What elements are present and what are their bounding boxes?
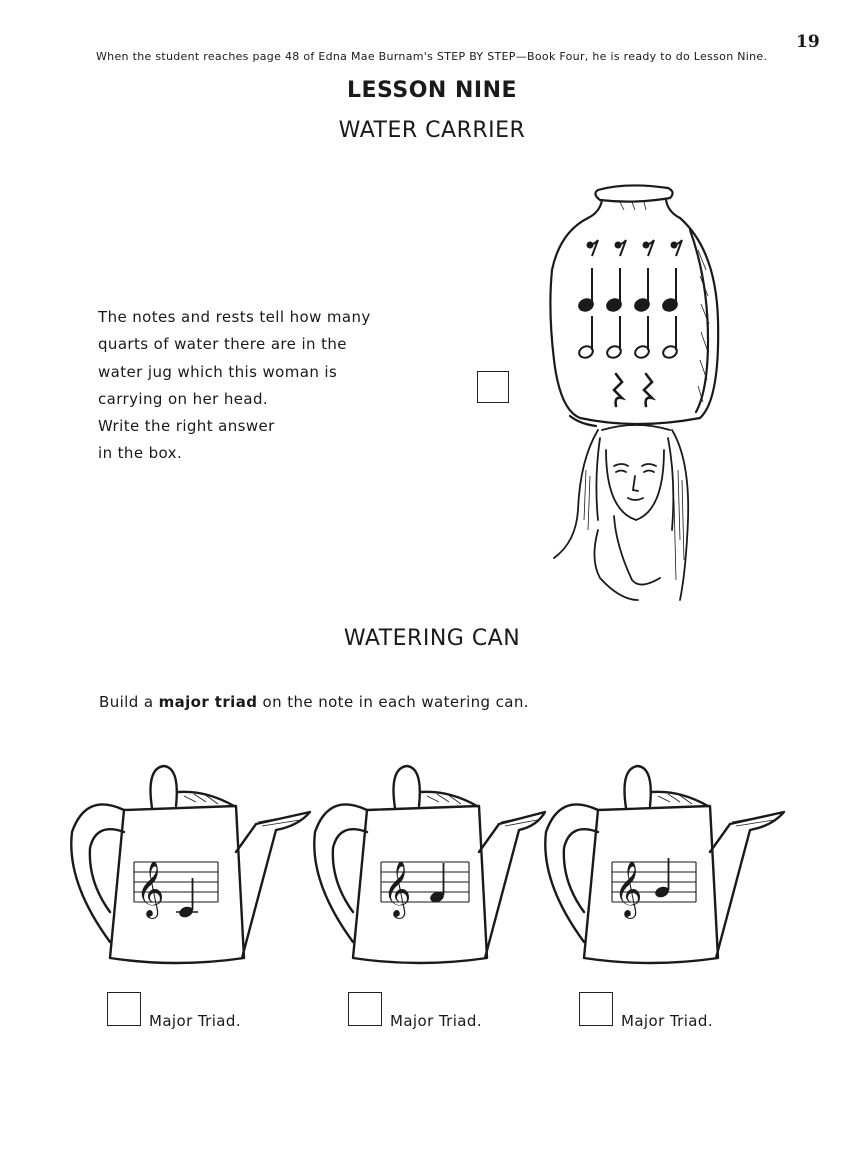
quarter-rest-icon bbox=[644, 374, 652, 406]
intro-text: When the student reaches page 48 of Edna Mae Burnam's STEP BY STEP—Book Four, he is ready to do Lesson Nine. bbox=[96, 50, 768, 63]
quarter-note-icon bbox=[634, 268, 651, 313]
half-note-icon bbox=[634, 316, 651, 360]
treble-clef-icon: 𝄞 bbox=[614, 861, 643, 917]
quarter-note-icon bbox=[578, 268, 595, 313]
section-title-water-carrier: WATER CARRIER bbox=[338, 118, 526, 143]
watering-can-instruction bbox=[99, 693, 529, 711]
watering-can-1 bbox=[66, 762, 312, 974]
treble-clef-icon: 𝄞 bbox=[383, 861, 412, 917]
instruction-post: on the note in each watering can. bbox=[257, 693, 529, 711]
treble-clef-icon: 𝄞 bbox=[136, 861, 165, 917]
eighth-rest-icon bbox=[671, 240, 683, 256]
eighth-rest-row bbox=[587, 240, 683, 256]
triad-answer-box-3[interactable] bbox=[579, 992, 613, 1026]
instruction-line: in the box. bbox=[98, 444, 183, 463]
lesson-title: LESSON NINE bbox=[346, 78, 518, 103]
half-note-icon bbox=[662, 316, 679, 360]
eighth-rest-icon bbox=[587, 240, 599, 256]
triad-answer-box-2[interactable] bbox=[348, 992, 382, 1026]
eighth-rest-icon bbox=[643, 240, 655, 256]
quarter-rest-icon bbox=[614, 374, 622, 406]
quarter-note-row bbox=[578, 268, 679, 313]
eighth-rest-icon bbox=[615, 240, 627, 256]
note-g-icon bbox=[654, 858, 671, 899]
instruction-line: Write the right answer bbox=[98, 417, 275, 436]
instruction-line: quarts of water there are in the bbox=[98, 335, 347, 354]
note-c-icon bbox=[176, 878, 198, 919]
section-title-watering-can: WATERING CAN bbox=[343, 626, 521, 651]
triad-label-2: Major Triad. bbox=[390, 1012, 482, 1030]
quarter-rest-row bbox=[614, 374, 652, 406]
woman-with-jug-illustration bbox=[540, 180, 740, 610]
triad-label-3: Major Triad. bbox=[621, 1012, 713, 1030]
watering-can-2 bbox=[309, 762, 555, 974]
water-carrier-instructions bbox=[98, 304, 398, 468]
note-f-icon bbox=[429, 863, 446, 904]
triad-label-1: Major Triad. bbox=[149, 1012, 241, 1030]
instruction-line: The notes and rests tell how many bbox=[98, 308, 371, 326]
triad-answer-box-1[interactable] bbox=[107, 992, 141, 1026]
half-note-icon bbox=[578, 316, 595, 360]
water-jug-answer-box[interactable] bbox=[477, 371, 509, 403]
instruction-emphasis: major triad bbox=[158, 693, 258, 711]
instruction-line: water jug which this woman is bbox=[98, 362, 338, 381]
quarter-note-icon bbox=[662, 268, 679, 313]
page-number: 19 bbox=[796, 32, 820, 52]
instruction-line: carrying on her head. bbox=[98, 389, 269, 408]
half-note-row bbox=[578, 316, 679, 360]
watering-can-3 bbox=[540, 762, 786, 974]
instruction-pre: Build a bbox=[99, 693, 159, 711]
quarter-note-icon bbox=[606, 268, 623, 313]
half-note-icon bbox=[606, 316, 623, 360]
